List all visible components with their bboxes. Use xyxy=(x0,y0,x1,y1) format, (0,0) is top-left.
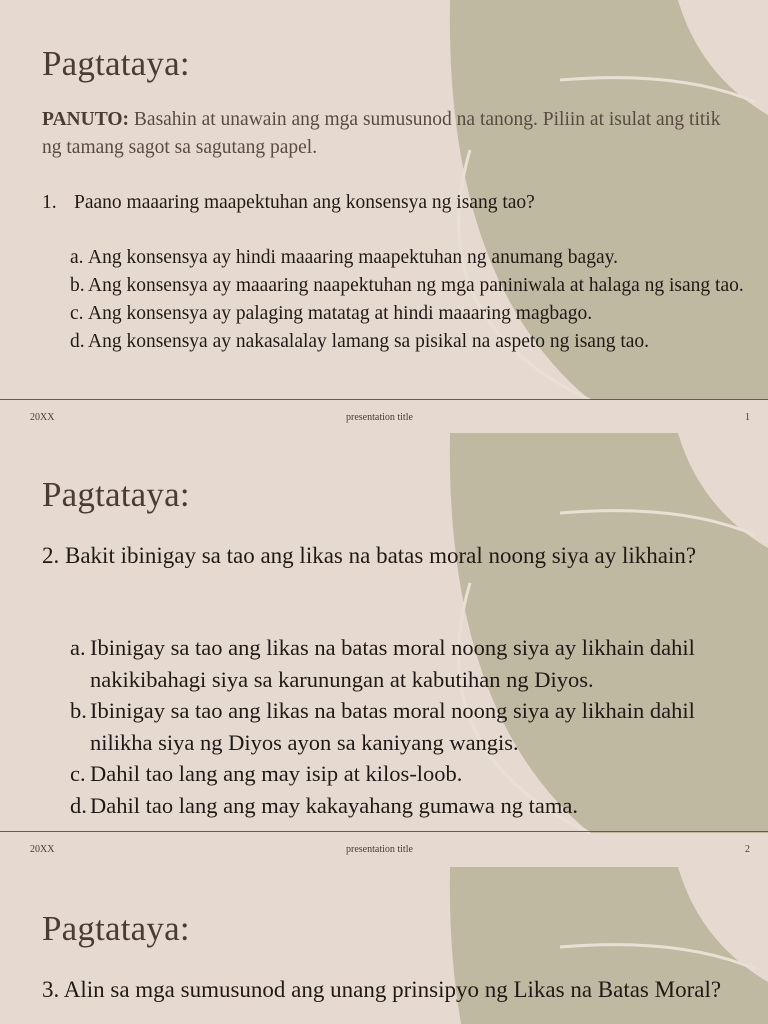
choice-letter: b. xyxy=(70,698,87,723)
instructions-label: PANUTO: xyxy=(42,109,130,130)
footer-year: 20XX xyxy=(30,844,55,855)
choice-text: Ang konsensya ay nakasalalay lamang sa pisikal na aspeto ng isang tao. xyxy=(88,331,650,352)
footer-year: 20XX xyxy=(30,412,55,423)
choice-a xyxy=(70,632,750,695)
footer-title: presentation title xyxy=(346,412,413,423)
choice-letter: d. xyxy=(70,331,85,352)
choice-text: Ibinigay sa tao ang likas na batas moral noong siya ay likhain dahil nilikha siya ng Diyos ayon sa kaniyang wangis. xyxy=(90,698,695,755)
choice-text: Dahil tao lang ang may isip at kilos-loob. xyxy=(90,761,463,786)
choice-d xyxy=(70,790,750,822)
slide-3 xyxy=(0,867,768,1024)
slide-title: Pagtataya: xyxy=(42,44,190,83)
choice-a xyxy=(70,244,750,272)
question-3: 3. Alin sa mga sumusunod ang unang prinsipyo ng Likas na Batas Moral? xyxy=(42,977,722,1002)
choice-b xyxy=(70,272,750,300)
question-2: 2. Bakit ibinigay sa tao ang likas na batas moral noong siya ay likhain? xyxy=(42,543,697,568)
slide-footer xyxy=(0,399,768,433)
instructions-text: Basahin at unawain ang mga sumusunod na tanong. Piliin at isulat ang titik ng tamang sagot sa sagutang papel. xyxy=(42,109,721,158)
slide-1 xyxy=(0,0,768,433)
choices-list xyxy=(70,632,750,821)
choice-text: Ang konsensya ay maaaring naapektuhan ng mga paniniwala at halaga ng isang tao. xyxy=(88,275,744,296)
instructions xyxy=(42,106,722,162)
footer-title: presentation title xyxy=(346,844,413,855)
choice-text: Ang konsensya ay palaging matatag at hindi maaaring magbago. xyxy=(88,303,593,324)
choice-letter: a. xyxy=(70,635,86,660)
choice-c xyxy=(70,300,750,328)
choice-d xyxy=(70,328,750,356)
footer-page-number: 1 xyxy=(745,412,750,423)
choice-letter: a. xyxy=(70,247,84,268)
choice-letter: c. xyxy=(70,761,86,786)
slide-2 xyxy=(0,433,768,867)
choices-list xyxy=(70,244,750,356)
slide-title: Pagtataya: xyxy=(42,909,190,948)
question-text: Paano maaaring maapektuhan ang konsensya ng isang tao? xyxy=(74,192,535,213)
footer-page-number: 2 xyxy=(745,844,750,855)
slide-footer xyxy=(0,831,768,866)
choice-text: Ang konsensya ay hindi maaaring maapektuhan ng anumang bagay. xyxy=(88,247,618,268)
choice-letter: c. xyxy=(70,303,84,324)
choice-text: Ibinigay sa tao ang likas na batas moral noong siya ay likhain dahil nakikibahagi siya sa karunungan at kabutihan ng Diyos. xyxy=(90,635,695,692)
question-number: 1. xyxy=(42,192,57,213)
slide-title: Pagtataya: xyxy=(42,475,190,514)
choice-b xyxy=(70,695,750,758)
choice-letter: b. xyxy=(70,275,85,296)
choice-text: Dahil tao lang ang may kakayahang gumawa ng tama. xyxy=(90,792,578,818)
choice-letter: d. xyxy=(70,792,87,818)
choice-c xyxy=(70,758,750,790)
question-1 xyxy=(42,189,732,217)
